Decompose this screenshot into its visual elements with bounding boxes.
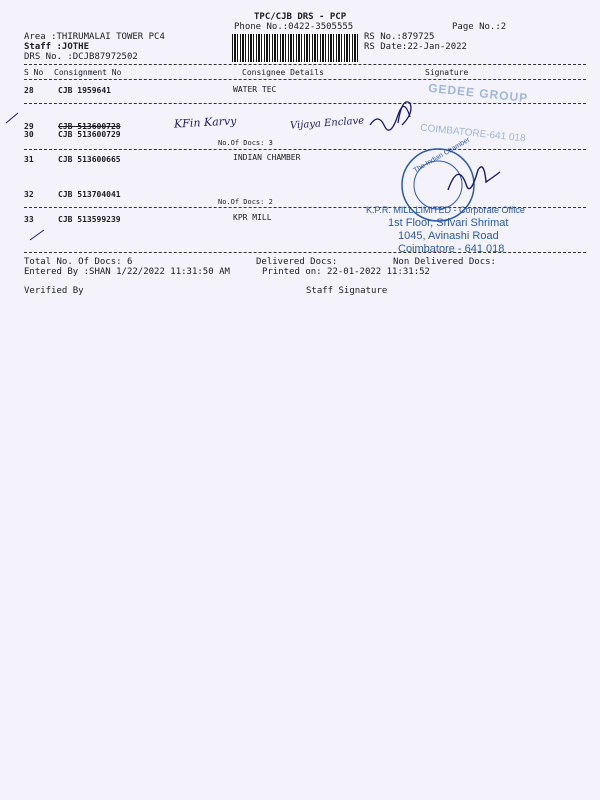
row-sno: 29: [24, 122, 34, 131]
handwritten-note: Vijaya Enclave: [289, 115, 365, 132]
rs-date: RS Date:22-Jan-2022: [364, 42, 467, 52]
handwritten-signature-strokes: [0, 95, 600, 155]
total-docs: Total No. Of Docs: 6: [24, 257, 133, 267]
row-sno: 33: [24, 215, 34, 224]
kpr-stamp-line4: Coimbatore - 641 018: [398, 243, 505, 255]
row-consignment: CJB 513600665: [58, 155, 121, 164]
docs-count: No.Of Docs: 2: [218, 198, 273, 206]
drs-number: DRS No. :DCJB87972502: [24, 52, 138, 62]
area-label: Area :THIRUMALAI TOWER PC4: [24, 32, 165, 42]
row-sno: 30: [24, 130, 34, 139]
page-number: Page No.:2: [452, 22, 507, 32]
col-consignee: Consignee Details: [242, 68, 324, 77]
docs-count: No.Of Docs: 3: [218, 139, 273, 147]
col-signature: Signature: [425, 68, 469, 77]
divider: [24, 149, 586, 150]
row-consignment: CJB 513704041: [58, 190, 121, 199]
signature-stroke: [370, 106, 410, 130]
row-consignee: INDIAN CHAMBER: [233, 153, 301, 162]
tick-mark: [6, 113, 18, 123]
entered-by: Entered By :SHAN 1/22/2022 11:31:50 AM: [24, 267, 230, 277]
row-consignment: CJB 513600729: [58, 130, 121, 139]
verified-by: Verified By: [24, 286, 84, 296]
handwritten-note: KFin Karvy: [173, 114, 237, 131]
kpr-stamp-line2: 1st Floor, Srivari Shrimat: [388, 217, 509, 229]
kpr-stamp-line3: 1045, Avinashi Road: [398, 230, 499, 242]
row-consignee: WATER TEC: [233, 85, 277, 94]
row-sno: 28: [24, 86, 34, 95]
tick-mark: [28, 228, 48, 242]
delivered-docs: Delivered Docs:: [256, 257, 338, 267]
row-sno: 32: [24, 190, 34, 199]
divider: [24, 252, 586, 253]
divider: [24, 64, 586, 65]
divider: [24, 79, 586, 80]
rs-number: RS No.:879725: [364, 32, 435, 42]
phone-number: Phone No.:0422-3505555: [234, 22, 354, 32]
row-consignment: CJB 513600728: [58, 122, 121, 131]
col-consignment: Consignment No: [54, 68, 122, 77]
col-sno: S No: [24, 68, 44, 77]
row-sno: 31: [24, 155, 34, 164]
non-delivered-docs: Non Delivered Docs:: [393, 257, 496, 267]
chamber-seal-text: The Indian Chamber: [412, 136, 472, 175]
kpr-stamp-line1: K.P.R. MILL LIMITED - Corporate Office: [366, 205, 525, 215]
row-consignee: KPR MILL: [233, 213, 272, 222]
staff-signature: Staff Signature: [306, 286, 388, 296]
gedee-stamp-line1: GEDEE GROUP: [427, 80, 529, 106]
row-consignment: CJB 1959641: [58, 86, 111, 95]
gedee-stamp-line2: COIMBATORE-641 018: [419, 122, 527, 145]
barcode: [232, 34, 358, 62]
staff-label: Staff :JOTHE: [24, 42, 90, 52]
printed-on: Printed on: 22-01-2022 11:31:52: [262, 267, 430, 277]
document-title: TPC/CJB DRS - PCP: [254, 12, 347, 22]
row-consignment: CJB 513599239: [58, 215, 121, 224]
chamber-signature: [440, 160, 530, 205]
